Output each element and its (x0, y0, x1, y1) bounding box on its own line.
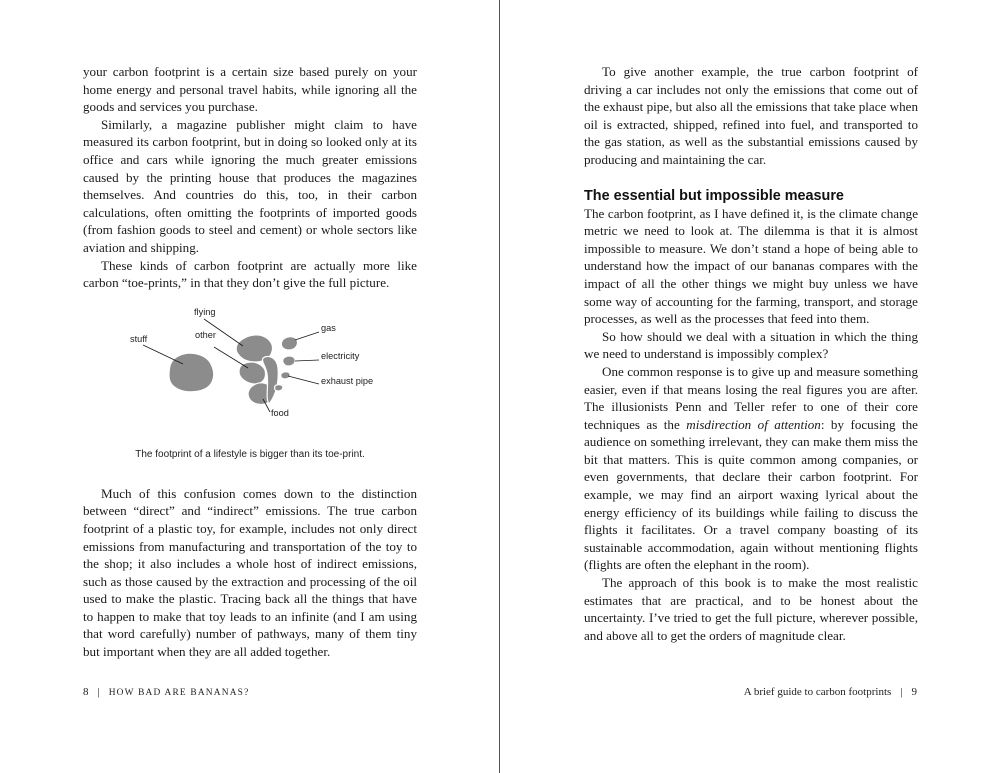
footprint-figure (83, 304, 417, 446)
page-number-right: 9 (911, 686, 917, 698)
label-electricity: electricity (321, 350, 360, 361)
footer-separator-right: | (900, 686, 903, 698)
label-gas: gas (321, 322, 336, 333)
toe-small-2-blob (275, 384, 283, 390)
left-footer (83, 685, 249, 700)
left-paragraph-2: Similarly, a magazine publisher might claim to have measured its carbon footprint, but in doing so looked only at its office and cars while ignoring the much greater emissions caused by the printing house that produces the magazines themselves. And countries do this, too, in their carbon calculations, often omitting the footprints of imported goods (from fashion goods to steel and cement) or whole sectors like aviation and shipping. (83, 116, 417, 255)
left-paragraph-1: your carbon footprint is a certain size based purely on your home energy and personal travel habits, while ignoring all the goods and services you purchase. (83, 64, 417, 115)
left-paragraph-3: These kinds of carbon footprint are actually more like carbon “toe-prints,” in that they don’t give the full picture. (83, 257, 417, 291)
right-paragraph-5: The approach of this book is to make the most realistic estimates that are practical, and to be honest about the uncertainty. I’ve tried to get the full picture, wherever possible, and above all to get the orders of magnitude clear. (584, 575, 918, 643)
leader-stuff (143, 345, 183, 364)
right-text-column (584, 63, 918, 644)
section-heading: The essential but impossible measure (584, 187, 844, 204)
toe-gas-blob (281, 336, 297, 349)
left-paragraph-4: Much of this confusion comes down to the distinction between “direct” and “indirect” emissions. The true carbon footprint of a plastic toy, for example, includes not only direct emissions from manufacturing and transportation of the toy to the shop; it also includes a whole host of indirect emissions, such as those caused by the extraction and processing of the oil used to make the plastic. Tracing back all the things that have to happen to make that toy leads to an infinite (and I am using that word carefully) number of pathways, many of them tiny but important when they are all added together. (83, 485, 417, 660)
right-paragraph-3: So how should we deal with a situation in which the thing we need to understand is impossibly complex? (584, 328, 918, 362)
label-food: food (271, 407, 289, 418)
right-paragraph-1: To give another example, the true carbon footprint of driving a car includes not only the emissions that come out of the exhaust pipe, but also all the emissions that take place when oil is extracted, shipped, refined into fuel, and transported to the gas station, as well as the substantial emissions caused by producing and maintaining the car. (584, 64, 918, 167)
footer-separator-left: | (97, 686, 100, 698)
footprint-stuff-blob (169, 353, 214, 392)
leader-gas (295, 332, 319, 340)
paragraph-4-text-end: : by focusing the audience on something irrelevant, they can make them miss the bit that matters. This is quite common among companies, or even governments, that declare their carbon footprint. For example, we may find an airport waxing lyrical about the energy efficiency of its buildings while failing to discuss the flights it facilitates. Or a travel company boasting of its sustainable accommodation, again without mentioning flights (flights are often the elephant in the room). (584, 416, 918, 573)
label-stuff: stuff (130, 333, 148, 344)
footprint-illustration (83, 304, 417, 446)
right-paragraph-4 (584, 363, 918, 574)
figure-caption: The footprint of a lifestyle is bigger than its toe-print. (135, 448, 365, 460)
page-number-left: 8 (83, 686, 89, 698)
label-exhaust-pipe: exhaust pipe (321, 375, 374, 386)
right-paragraph-2: The carbon footprint, as I have defined it, is the climate change metric we need to look at. The dilemma is that it is almost impossible to measure. We don’t stand a hope of being able to understand how the impact of our bananas compares with the impact of all the other things we might buy unless we have some way of accounting for the farming, transport, and storage processes, as well as the processes that feed into them. (584, 205, 918, 327)
toe-small-1-blob (281, 371, 290, 378)
paragraph-4-italic-term: misdirection of attention (686, 416, 821, 432)
toe-electricity-blob (283, 356, 295, 366)
left-text-column (83, 63, 417, 661)
right-page (500, 0, 1000, 773)
running-head-book-title: HOW BAD ARE BANANAS? (108, 688, 250, 698)
label-other: other (195, 329, 216, 340)
label-flying: flying (194, 306, 216, 317)
leader-electricity (295, 360, 319, 361)
leader-exhaust (288, 376, 319, 384)
right-footer (744, 685, 917, 699)
paragraph-4-text-start: One common response is to give up and measure something easier, even if that means losing the real figures you are after. The illusionists Penn and Teller refer to one of their core techniques as the (584, 363, 918, 432)
running-head-chapter-title: A brief guide to carbon footprints (743, 686, 892, 698)
